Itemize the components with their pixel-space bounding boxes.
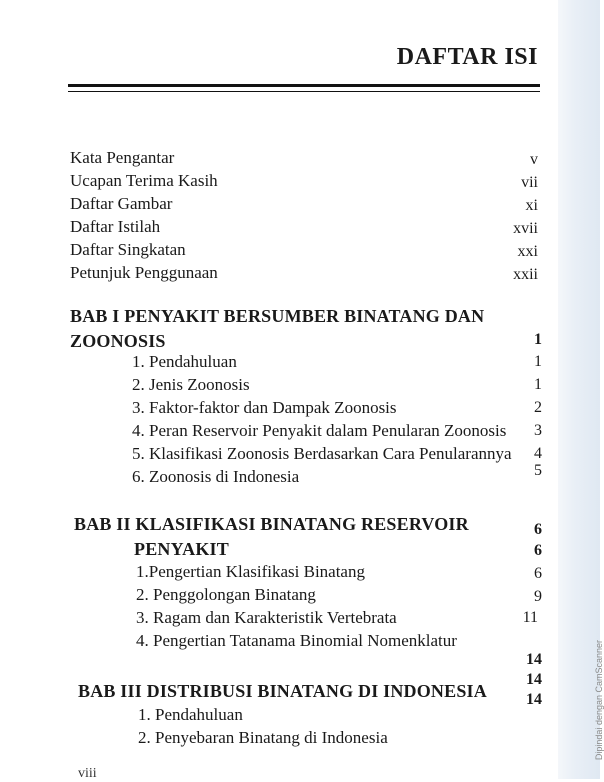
toc-subentry-label: 1. Pendahuluan [132, 352, 237, 371]
toc-subentry-label: 2. Penyebaran Binatang di Indonesia [138, 728, 388, 747]
toc-entry-label: Kata Pengantar [70, 148, 175, 167]
toc-entry-label: Daftar Singkatan [70, 240, 186, 259]
chapter-title-cont: ZOONOSIS [70, 331, 166, 351]
toc-subentry-label: 5. Klasifikasi Zoonosis Berdasarkan Cara Penularannya [132, 444, 512, 463]
toc-subentry-page: 4 [534, 445, 542, 462]
toc-subentry-page: 5 [534, 462, 542, 479]
toc-subentry-label: 1.Pengertian Klasifikasi Binatang [136, 562, 365, 581]
toc-subentry-page: 1 [534, 353, 542, 370]
toc-entry-page: xi [525, 197, 538, 214]
toc-entry-page: xxii [513, 266, 538, 283]
chapter-page: 6 [534, 521, 542, 538]
toc-subentry-page: 2 [534, 399, 542, 416]
toc-entry-page: xvii [513, 220, 538, 237]
toc-subentry-label: 3. Ragam dan Karakteristik Vertebrata [136, 608, 397, 627]
toc-entry-label: Ucapan Terima Kasih [70, 171, 218, 190]
chapter-page: 14 [526, 671, 542, 688]
header-rule-thin [68, 91, 540, 92]
toc-subentry-label: 2. Jenis Zoonosis [132, 375, 250, 394]
chapter-title-cont: PENYAKIT [134, 539, 229, 559]
toc-subentry-label: 2. Penggolongan Binatang [136, 585, 316, 604]
toc-entry-page: v [530, 151, 538, 168]
chapter-title: BAB I PENYAKIT BERSUMBER BINATANG DAN [70, 306, 485, 326]
toc-subentry-label: 4. Peran Reservoir Penyakit dalam Penularan Zoonosis [132, 421, 507, 440]
toc-entry-label: Daftar Gambar [70, 194, 173, 213]
chapter-page: 1 [534, 331, 542, 348]
toc-subentry-label: 6. Zoonosis di Indonesia [132, 467, 300, 486]
toc-subentry-page: 3 [534, 422, 542, 439]
page-number: viii [78, 766, 97, 781]
toc-entry-page: xxi [517, 243, 538, 260]
toc-entry-label: Petunjuk Penggunaan [70, 263, 218, 282]
page-title: DAFTAR ISI [396, 44, 538, 70]
toc-subentry-label: 1. Pendahuluan [138, 705, 243, 724]
chapter-page: 6 [534, 542, 542, 559]
toc-subentry-page: 6 [534, 565, 542, 582]
toc-subentry-label: 4. Pengertian Tatanama Binomial Nomenklatur [136, 631, 457, 650]
toc-entry-page: vii [521, 174, 538, 191]
toc-subentry-page: 1 [534, 376, 542, 393]
toc-subentry-page: 9 [534, 588, 542, 605]
toc-entry-label: Daftar Istilah [70, 217, 161, 236]
scanner-watermark: Dipindai dengan CamScanner [594, 640, 604, 761]
chapter-title: BAB II KLASIFIKASI BINATANG RESERVOIR [74, 514, 469, 534]
toc-subentry-page: 14 [526, 651, 542, 668]
toc-subentry-page: 14 [526, 691, 542, 708]
toc-subentry-page: 11 [522, 609, 538, 626]
chapter-title: BAB III DISTRIBUSI BINATANG DI INDONESIA [78, 681, 487, 701]
header-rule [68, 84, 540, 87]
toc-subentry-label: 3. Faktor-faktor dan Dampak Zoonosis [132, 398, 397, 417]
